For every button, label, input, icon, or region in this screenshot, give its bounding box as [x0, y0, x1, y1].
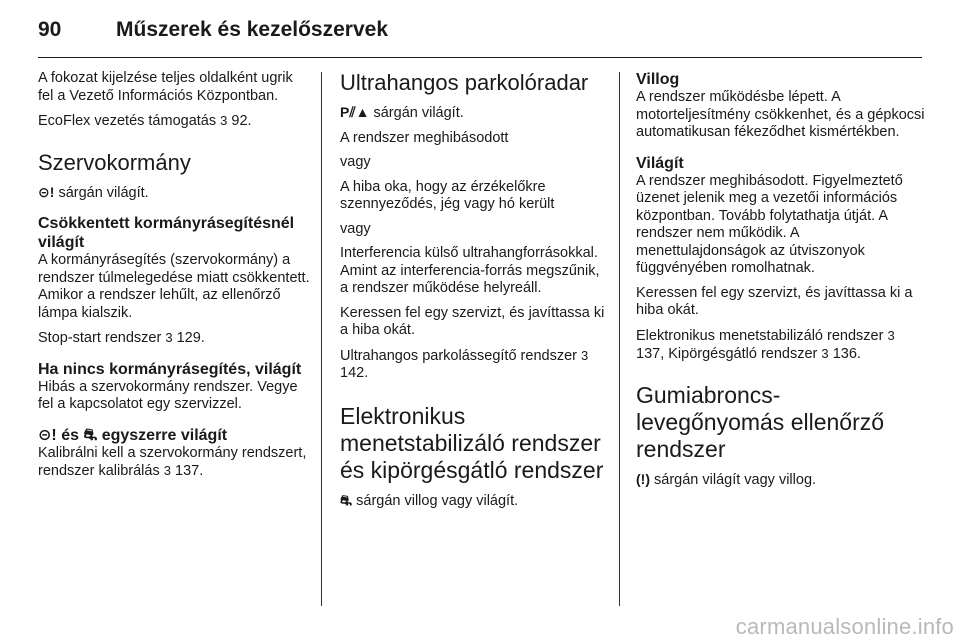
parking-text-4: vagy — [340, 220, 371, 237]
reduced-assist-text: A kormányrásegítés (szervokormány) a rendszer túlmelegedése miatt csökkentett. Amikor a rendszer lehűlt, az ellenőrző lámpa kialszik. — [38, 252, 310, 321]
parking-text-1: A rendszer meghibásodott — [340, 129, 509, 146]
heading-esc: Elektronikus menetstabilizáló rendszer és kipörgésgátló rendszer — [340, 402, 604, 483]
parking-status: P⫽▲ sárgán világít. — [340, 104, 464, 121]
parking-ref: Ultrahangos parkolássegítő rendszer 3 142. — [340, 347, 589, 381]
header-rule — [38, 57, 922, 58]
calibration-text: Kalibrálni kell a szervokormány rendszert, rendszer kalibrálás 3 137. — [38, 444, 307, 479]
page-title: Műszerek és kezelőszervek — [116, 18, 389, 41]
page-ref-arrow-icon: 3 — [581, 347, 589, 363]
stability-control-icon: ⛐ — [83, 426, 98, 444]
ecoflex-page-link[interactable]: 92. — [231, 113, 252, 129]
parking-text-6: Keressen fel egy szervizt, és javíttassa ki a hiba okát. — [340, 304, 605, 338]
heading-villog: Villog — [636, 71, 680, 88]
parking-text-3: A hiba oka, hogy az érzékelőkre szennyeződés, jég vagy hó került — [340, 178, 555, 212]
page-ref-arrow-icon: 3 — [887, 327, 895, 343]
power-steering-warning-icon: ⊝! — [38, 183, 55, 200]
heading-parking-radar: Ultrahangos parkolóradar — [340, 70, 589, 95]
column-3 — [636, 70, 926, 496]
parking-text-5: Interferencia külső ultrahangforrásokkal. Amint az interferencia-forrás megszűnik, a rendszer működése helyreáll. — [340, 245, 600, 296]
column-1 — [38, 70, 310, 488]
heading-reduced-assist: Csökkentett kormányrásegítésnél világít — [38, 215, 295, 251]
esc-page-link[interactable]: 137, — [636, 346, 665, 362]
stop-start-ref: Stop-start rendszer 3 129. — [38, 330, 205, 346]
ecoflex-ref: EcoFlex vezetés támogatás 3 92. — [38, 113, 252, 129]
villog-text: A rendszer működésbe lépett. A motorteljesítmény csökkenhet, és a gépkocsi automatikusan fékeződhet kismértékben. — [636, 89, 925, 140]
calibration-page-link[interactable]: 137. — [175, 463, 204, 479]
column-2 — [340, 70, 608, 517]
heading-tyre-pressure: Gumiabroncs-levegőnyomás ellenőrző rendszer — [636, 381, 885, 462]
esc-refs: Elektronikus menetstabilizáló rendszer 3 137, Kipörgésgátló rendszer 3 136. — [636, 327, 895, 362]
watermark: carmanualsonline.info — [735, 614, 954, 639]
tyre-status: (!) sárgán világít vagy villog. — [636, 470, 817, 488]
gear-display-text: A fokozat kijelzése teljes oldalként ugrik fel a Vezető Információs Központban. — [38, 70, 293, 104]
stop-start-page-link[interactable]: 129. — [176, 330, 205, 346]
column-divider-1 — [321, 72, 322, 606]
esc-status: ⛐ sárgán villog vagy világít. — [340, 491, 519, 509]
parking-assist-icon: P⫽▲ — [340, 104, 370, 120]
service-text: Keressen fel egy szervizt, és javíttassa ki a hiba okát. — [636, 284, 913, 318]
page-ref-arrow-icon: 3 — [220, 113, 228, 128]
parking-page-link[interactable]: 142. — [340, 365, 369, 381]
vilagit-text: A rendszer meghibásodott. Figyelmeztető üzenet jelenik meg a vezetői információs központban. Tovább folytathatja útját. A rendszer nem működik. A menettulajdonságok az útviszonyok függvényében romolhatnak. — [636, 172, 903, 276]
power-steering-warning-icon: ⊝! — [38, 426, 57, 444]
page-ref-arrow-icon: 3 — [165, 330, 173, 345]
page-number: 90 — [38, 18, 62, 41]
no-assist-text: Hibás a szervokormány rendszer. Vegye fel a kapcsolatot egy szervizzel. — [38, 378, 298, 412]
stability-control-icon: ⛐ — [340, 491, 353, 508]
szervo-status: ⊝! sárgán világít. — [38, 183, 149, 201]
parking-text-2: vagy — [340, 154, 371, 170]
page-header — [38, 18, 388, 48]
heading-both-lit: ⊝! és ⛐ egyszerre világít — [38, 426, 228, 444]
traction-page-link[interactable]: 136. — [832, 346, 861, 362]
page-ref-arrow-icon: 3 — [163, 463, 171, 478]
heading-vilagit: Világít — [636, 154, 684, 172]
tyre-pressure-icon: (!) — [636, 470, 650, 487]
heading-no-assist: Ha nincs kormányrásegítés, világít — [38, 360, 302, 378]
page-ref-arrow-icon: 3 — [821, 346, 829, 361]
heading-szervokormany: Szervokormány — [38, 149, 191, 175]
column-divider-2 — [619, 72, 620, 606]
